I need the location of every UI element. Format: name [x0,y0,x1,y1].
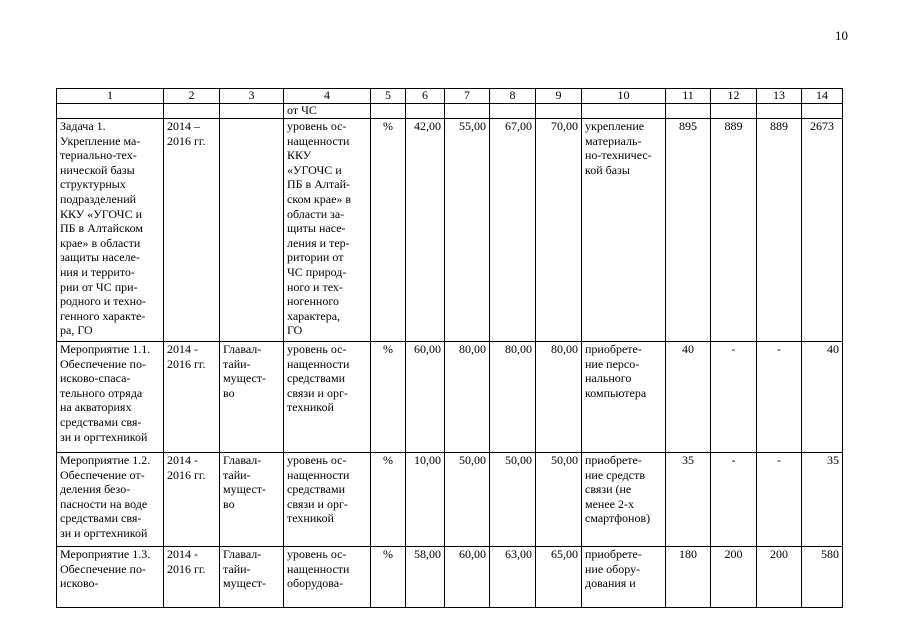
column-number: 1 [57,89,164,104]
amount-cell: 200 [757,547,802,608]
column-number-row [57,89,843,104]
page-number: 10 [835,28,848,43]
amount-cell: 895 [666,119,711,342]
table-cell [536,104,582,119]
amount-cell: - [711,453,757,547]
result-cell: приобрете- ние средств связи (не менее 2-х смартфонов) [582,453,666,547]
total-cell: 2673 [802,119,843,342]
table-cell [582,104,666,119]
unit-cell: % [371,119,406,342]
period-cell: 2014 - 2016 гг. [164,342,220,453]
table-row [57,453,843,547]
amount-cell: - [757,453,802,547]
total-cell: 35 [802,453,843,547]
executor-cell: Главал- тайи- мущест- во [220,342,284,453]
value-cell: 55,00 [445,119,490,342]
table-cell [164,104,220,119]
period-cell: 2014 - 2016 гг. [164,547,220,608]
value-cell: 42,00 [406,119,445,342]
table-cell [802,104,843,119]
amount-cell: 40 [666,342,711,453]
value-cell: 10,00 [406,453,445,547]
value-cell: 63,00 [490,547,536,608]
value-cell: 50,00 [490,453,536,547]
column-number: 6 [406,89,445,104]
column-number: 8 [490,89,536,104]
executor-cell: Главал- тайи- мущест- во [220,453,284,547]
task-name-cell: Мероприятие 1.1. Обеспечение по- исково-спаса- тельного отряда на акваториях средствами свя- зи и оргтехникой [57,342,164,453]
value-cell: 80,00 [536,342,582,453]
period-cell: 2014 - 2016 гг. [164,453,220,547]
amount-cell: - [757,342,802,453]
column-number: 11 [666,89,711,104]
amount-cell: 889 [757,119,802,342]
table-cell [445,104,490,119]
value-cell: 60,00 [406,342,445,453]
continuation-row [57,104,843,119]
value-cell: 50,00 [445,453,490,547]
column-number: 14 [802,89,843,104]
column-number: 10 [582,89,666,104]
table-cell [57,104,164,119]
table-cell [406,104,445,119]
table-row [57,547,843,608]
value-cell: 80,00 [445,342,490,453]
table-cell [220,104,284,119]
result-cell: укрепление материаль- но-техничес- кой базы [582,119,666,342]
value-cell: 80,00 [490,342,536,453]
total-cell: 40 [802,342,843,453]
table-cell [371,104,406,119]
unit-cell: % [371,342,406,453]
column-number: 5 [371,89,406,104]
column-number: 4 [284,89,371,104]
column-number: 12 [711,89,757,104]
indicator-cell: уровень ос- нащенности средствами связи и орг- техникой [284,453,371,547]
result-cell: приобрете- ние персо- нального компьютера [582,342,666,453]
value-cell: 58,00 [406,547,445,608]
period-cell: 2014 – 2016 гг. [164,119,220,342]
executor-cell [220,119,284,342]
result-cell: приобрете- ние обору- дования и [582,547,666,608]
table-cell: от ЧС [284,104,371,119]
table-cell [711,104,757,119]
column-number: 13 [757,89,802,104]
amount-cell: 35 [666,453,711,547]
value-cell: 65,00 [536,547,582,608]
unit-cell: % [371,547,406,608]
table-cell [757,104,802,119]
task-name-cell: Задача 1. Укрепление ма- териально-тех- нической базы структурных подразделений ККУ «УГОЧС и ПБ в Алтайском крае» в области защиты населе- ния и террито- рии от ЧС при- родного и техно- генного характе- ра, ГО [57,119,164,342]
table-cell [666,104,711,119]
unit-cell: % [371,453,406,547]
indicator-cell: уровень ос- нащенности ККУ «УГОЧС и ПБ в Алтай- ском крае» в области за- щиты насе- ления и тер- ритории от ЧС природ- ного и тех- ногенного характера, ГО [284,119,371,342]
amount-cell: 200 [711,547,757,608]
table-row [57,119,843,342]
program-table [56,88,843,608]
amount-cell: 180 [666,547,711,608]
column-number: 9 [536,89,582,104]
table-row [57,342,843,453]
value-cell: 60,00 [445,547,490,608]
task-name-cell: Мероприятие 1.3. Обеспечение по- исково- [57,547,164,608]
total-cell: 580 [802,547,843,608]
value-cell: 70,00 [536,119,582,342]
column-number: 7 [445,89,490,104]
indicator-cell: уровень ос- нащенности оборудова- [284,547,371,608]
executor-cell: Главал- тайи- мущест- [220,547,284,608]
amount-cell: - [711,342,757,453]
indicator-cell: уровень ос- нащенности средствами связи и орг- техникой [284,342,371,453]
column-number: 2 [164,89,220,104]
value-cell: 50,00 [536,453,582,547]
task-name-cell: Мероприятие 1.2. Обеспечение от- деления безо- пасности на воде средствами свя- зи и оргтехникой [57,453,164,547]
table-cell [490,104,536,119]
column-number: 3 [220,89,284,104]
amount-cell: 889 [711,119,757,342]
value-cell: 67,00 [490,119,536,342]
